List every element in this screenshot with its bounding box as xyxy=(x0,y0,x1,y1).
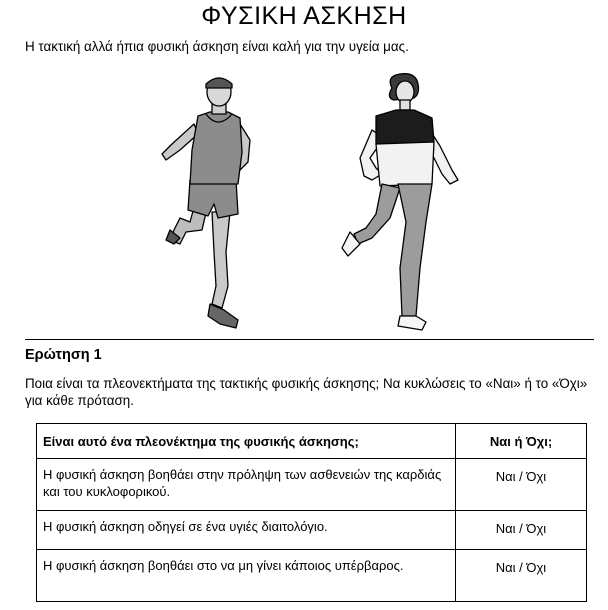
page-title: ΦΥΣΙΚΗ ΑΣΚΗΣΗ xyxy=(201,2,407,30)
statement-cell: Η φυσική άσκηση οδηγεί σε ένα υγιές διαιτολόγιο. xyxy=(37,511,456,550)
runners-illustration xyxy=(150,72,470,334)
table-header-row xyxy=(37,424,587,459)
section-divider xyxy=(25,339,594,340)
intro-text: Η τακτική αλλά ήπια φυσική άσκηση είναι καλή για την υγεία μας. xyxy=(25,39,409,54)
statement-cell: Η φυσική άσκηση βοηθάει στην πρόληψη των ασθενειών της καρδιάς και του κυκλοφορικού. xyxy=(37,459,456,511)
answer-choice-cell[interactable]: Ναι / Όχι xyxy=(456,550,587,602)
table-row xyxy=(37,550,587,602)
statement-cell: Η φυσική άσκηση βοηθάει στο να μη γίνει κάποιος υπέρβαρος. xyxy=(37,550,456,602)
answer-column-header: Ναι ή Όχι; xyxy=(456,424,587,459)
answer-choice-cell[interactable]: Ναι / Όχι xyxy=(456,459,587,511)
answers-table xyxy=(36,423,587,602)
question-heading: Ερώτηση 1 xyxy=(25,347,102,363)
question-text: Ποια είναι τα πλεονεκτήματα της τακτικής φυσικής άσκησης; Να κυκλώσεις το «Ναι» ή το «Όχι» για κάθε πρόταση. xyxy=(25,376,588,408)
answer-choice-cell[interactable]: Ναι / Όχι xyxy=(456,511,587,550)
male-runner-figure xyxy=(162,78,250,328)
statement-column-header: Είναι αυτό ένα πλεονέκτημα της φυσικής άσκησης; xyxy=(37,424,456,459)
table-row xyxy=(37,511,587,550)
female-runner-figure xyxy=(342,74,458,330)
table-row xyxy=(37,459,587,511)
